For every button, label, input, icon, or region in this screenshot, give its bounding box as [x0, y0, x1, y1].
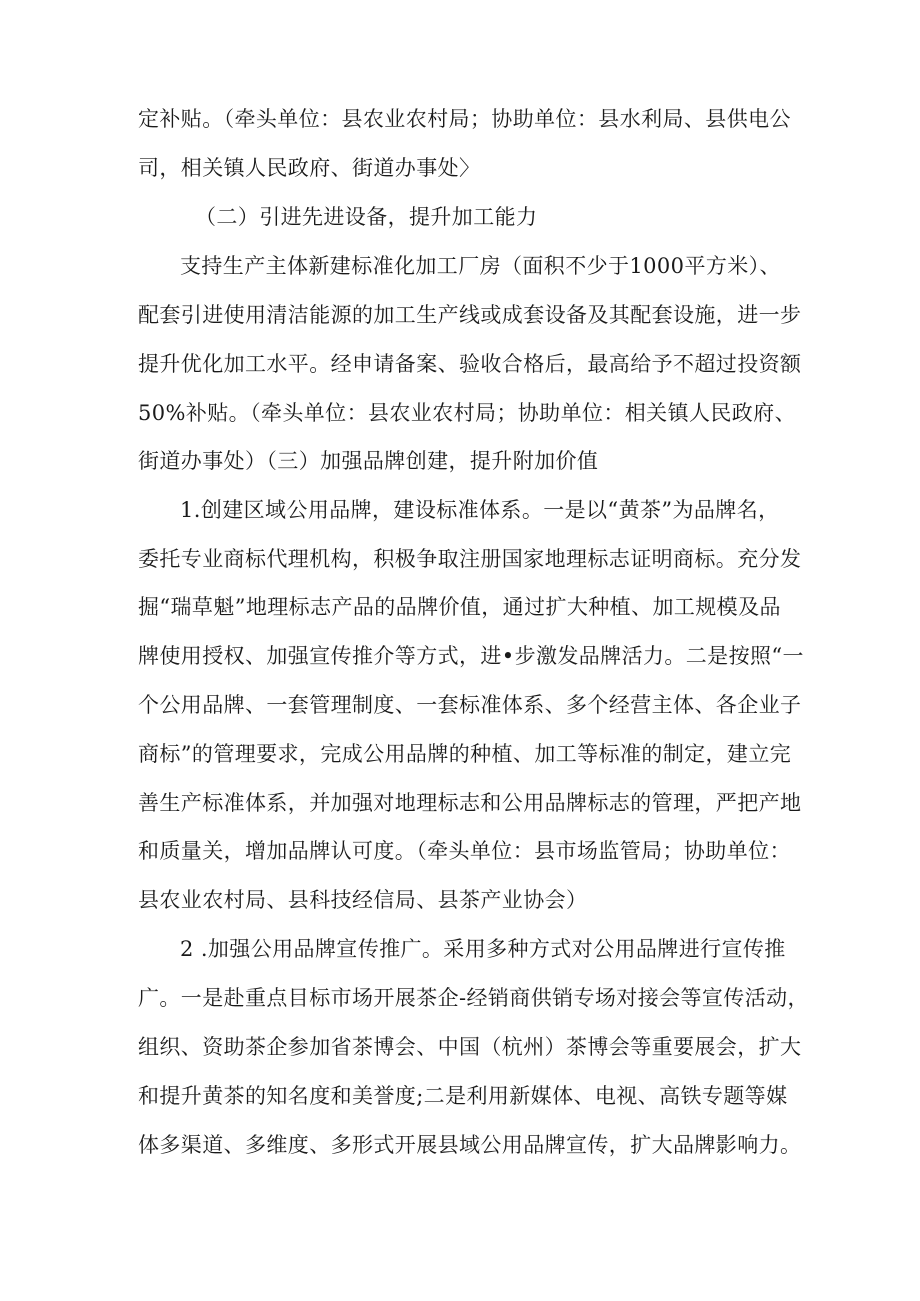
text-line: 善生产标准体系，并加强对地理标志和公用品牌标志的管理，严把产地: [138, 791, 802, 815]
text-line: 50%补贴。（牵头单位：县农业农村局；协助单位：相关镇人民政府、: [138, 401, 796, 425]
section-heading: （二）引进先进设备，提升加工能力: [195, 205, 538, 229]
text-line: 街道办事处）（三）加强品牌创建，提升附加价值: [138, 449, 599, 473]
text-line: 广。一是赴重点目标市场开展茶企-经销商供销专场对接会等宣传活动，: [138, 986, 809, 1010]
text-line: 商标”的管理要求，完成公用品牌的种植、加工等标准的制定，建立完: [138, 742, 792, 766]
text-line: 2 .加强公用品牌宣传推广。采用多种方式对公用品牌进行宣传推: [180, 937, 786, 961]
text-line: 和提升黄茶的知名度和美誉度;二是利用新媒体、电视、高铁专题等媒: [138, 1084, 788, 1108]
text-line: 体多渠道、多维度、多形式开展县域公用品牌宣传，扩大品牌影响力。: [138, 1133, 802, 1157]
text-line: 司，相关镇人民政府、街道办事处〉: [138, 156, 481, 180]
text-line: 掘“瑞草魁”地理标志产品的品牌价值，通过扩大种植、加工规模及品: [138, 595, 781, 619]
text-line: 定补贴。（牵头单位：县农业农村局；协助单位：县水利局、县供电公: [138, 107, 791, 131]
text-line: 配套引进使用清洁能源的加工生产线或成套设备及其配套设施，进一步: [138, 303, 802, 327]
text-line: 和质量关，增加品牌认可度。（牵头单位：县市场监管局；协助单位：: [138, 839, 791, 863]
text-line: 支持生产主体新建标准化加工厂房（面积不少于1000平方米）、: [180, 254, 781, 278]
text-line: 组织、资助茶企参加省茶博会、中国（杭州）茶博会等重要展会，扩大: [138, 1035, 802, 1059]
text-line: 1.创建区域公用品牌，建设标准体系。一是以“黄茶”为品牌名，: [180, 498, 780, 522]
text-line: 县农业农村局、县科技经信局、县茶产业协会）: [138, 888, 588, 912]
text-line: 牌使用授权、加强宣传推介等方式，进•步激发品牌活力。二是按照“一: [138, 644, 804, 668]
text-line: 提升优化加工水平。经申请备案、验收合格后，最高给予不超过投资额: [138, 352, 802, 376]
text-line: 委托专业商标代理机构，积极争取注册国家地理标志证明商标。充分发: [138, 547, 802, 571]
text-line: 个公用品牌、一套管理制度、一套标准体系、多个经营主体、各企业子: [138, 693, 802, 717]
